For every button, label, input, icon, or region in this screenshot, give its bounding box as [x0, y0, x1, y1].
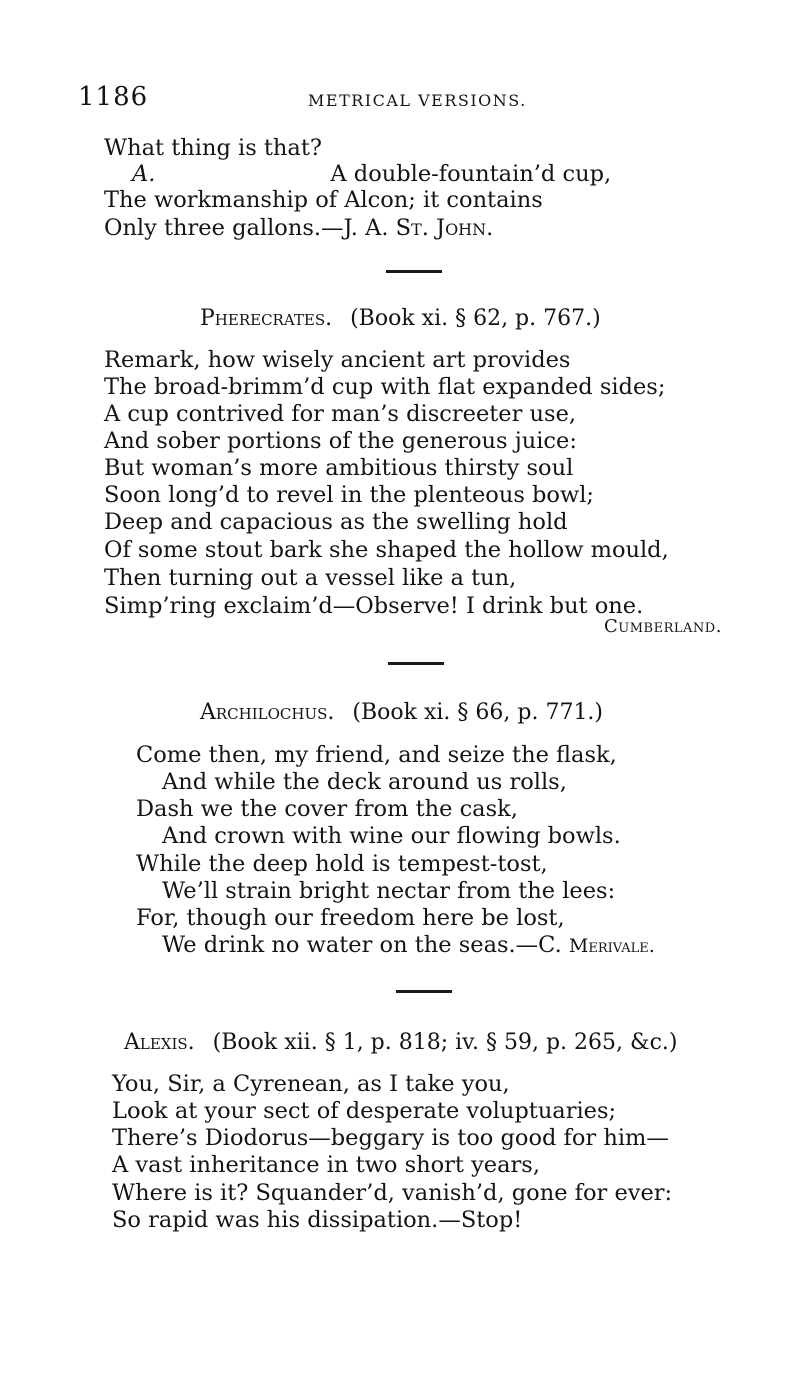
- section-divider: [388, 662, 444, 665]
- verse-line-text: We drink no water on the seas.—C.: [162, 932, 569, 958]
- section-reference: (Book xii. § 1, p. 818; iv. § 59, p. 265, &c.): [212, 1030, 678, 1055]
- verse-line: Remark, how wisely ancient art provides: [104, 347, 571, 373]
- section-divider: [386, 270, 442, 273]
- translator-credit: Cumberland.: [604, 616, 722, 637]
- verse-line: For, though our freedom here be lost,: [136, 905, 565, 931]
- verse-line: And while the deck around us rolls,: [162, 769, 567, 795]
- intro-line-text: Only three gallons.—J. A.: [104, 215, 396, 241]
- verse-line: Deep and capacious as the swelling hold: [104, 509, 568, 535]
- verse-line: The broad-brimm’d cup with flat expanded sides;: [104, 374, 666, 400]
- verse-line: Look at your sect of desperate voluptuaries;: [112, 1098, 617, 1124]
- section-author: Alexis.: [124, 1030, 195, 1055]
- section-heading-archilochus: [200, 700, 603, 725]
- verse-line: Dash we the cover from the cask,: [136, 796, 518, 822]
- section-author: Pherecrates.: [200, 306, 333, 331]
- verse-line: A cup contrived for man’s discreeter use,: [104, 401, 577, 427]
- verse-line: We’ll strain bright nectar from the lees:: [162, 878, 616, 904]
- intro-line-text: A double-fountain’d cup,: [330, 161, 612, 187]
- verse-line: Of some stout bark she shaped the hollow mould,: [104, 537, 669, 563]
- verse-line: Soon long’d to revel in the plenteous bowl;: [104, 482, 595, 508]
- section-heading-alexis: [124, 1030, 678, 1055]
- section-heading-pherecrates: [200, 306, 601, 331]
- section-divider: [396, 990, 452, 993]
- translator-credit: Merivale.: [568, 935, 655, 957]
- verse-line: Then turning out a vessel like a tun,: [104, 565, 517, 591]
- verse-line: Come then, my friend, and seize the flask,: [136, 742, 617, 768]
- author-name: St. John.: [395, 215, 494, 241]
- section-reference: (Book xi. § 62, p. 767.): [350, 306, 601, 331]
- verse-line: Where is it? Squander’d, vanish’d, gone for ever:: [112, 1180, 673, 1206]
- verse-line: You, Sir, a Cyrenean, as I take you,: [112, 1071, 510, 1097]
- verse-line: A vast inheritance in two short years,: [112, 1152, 540, 1178]
- speaker-label: A.: [132, 161, 156, 187]
- verse-line: Simp’ring exclaim’d—Observe! I drink but one.: [104, 593, 644, 619]
- verse-line: And sober portions of the generous juice:: [104, 428, 577, 454]
- verse-line: [162, 931, 655, 960]
- page-header: [78, 82, 758, 122]
- section-reference: (Book xi. § 66, p. 771.): [352, 700, 604, 725]
- page-number: 1186: [78, 82, 149, 112]
- intro-line: [132, 160, 611, 188]
- section-author: Archilochus.: [200, 700, 335, 725]
- verse-line: But woman’s more ambitious thirsty soul: [104, 455, 574, 481]
- verse-line: There’s Diodorus—beggary is too good for him—: [112, 1125, 669, 1151]
- intro-line: What thing is that?: [104, 135, 322, 161]
- intro-line: [104, 214, 493, 242]
- verse-line: And crown with wine our flowing bowls.: [162, 823, 621, 849]
- verse-line: While the deep hold is tempest-tost,: [136, 851, 548, 877]
- running-title: METRICAL VERSIONS.: [308, 91, 527, 110]
- intro-line: The workmanship of Alcon; it contains: [104, 187, 543, 213]
- verse-line: So rapid was his dissipation.—Stop!: [112, 1207, 523, 1233]
